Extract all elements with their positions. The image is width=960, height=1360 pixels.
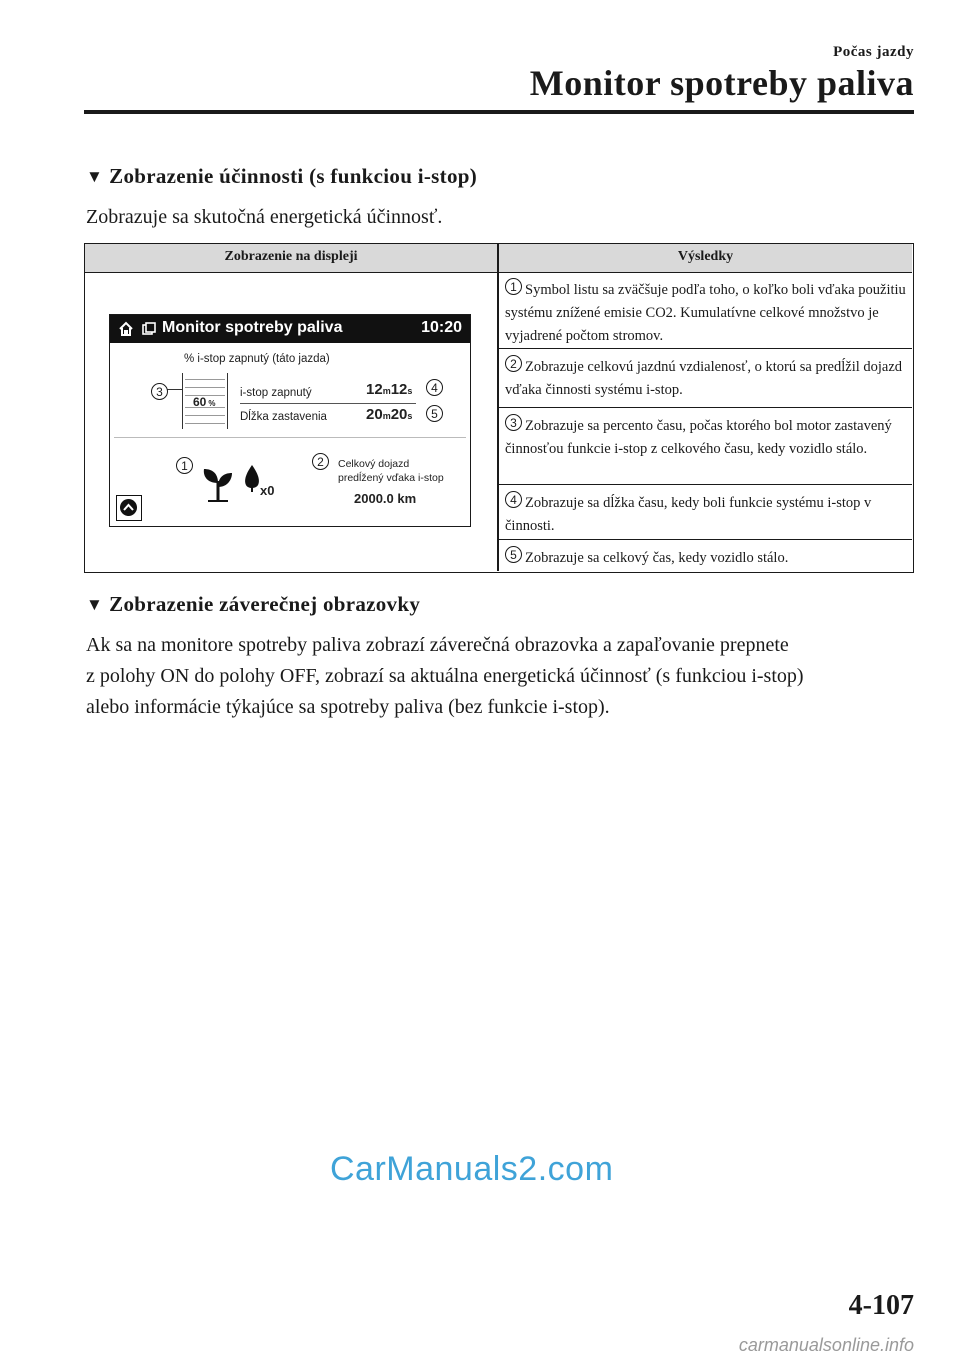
section1-intro: Zobrazuje sa skutočná energetická účinnosť.: [86, 206, 443, 228]
stop-length-label: Dĺžka zastavenia: [240, 411, 327, 423]
section2-line-1: Ak sa na monitore spotreby paliva zobrazí záverečná obrazovka a zapaľovanie prepnete: [86, 634, 789, 656]
table-header: [85, 244, 912, 273]
triangle-bullet-icon: ▼: [86, 167, 104, 186]
istop-percent-gauge: [182, 373, 228, 429]
page-number: 4-107: [848, 1290, 914, 1321]
table-row-4: [499, 485, 912, 539]
istop-on-label: i-stop zapnutý: [240, 387, 312, 399]
screen-clock: 10:20: [421, 319, 462, 336]
header-section-label: Počas jazdy: [833, 44, 914, 60]
callout-number-3: 3: [505, 414, 522, 431]
results-table: [84, 243, 914, 573]
home-icon: [118, 321, 134, 337]
header-divider: [84, 110, 914, 114]
istop-on-value: 12m12s: [366, 381, 413, 398]
distance-label-1: Celkový dojazd: [338, 458, 410, 470]
callout-number-5: 5: [505, 546, 522, 563]
callout-number-2: 2: [505, 355, 522, 372]
row-3-text: Zobrazuje sa percento času, počas ktorého bol motor zastavený činnosťou funkcie i-stop z celkového času, kedy vozidlo stálo.: [505, 418, 892, 457]
section1-heading: [86, 164, 477, 189]
screen-title-bar: [110, 315, 470, 343]
section2-heading-text: Zobrazenie záverečnej obrazovky: [109, 592, 421, 616]
row-separator: [240, 403, 416, 404]
istop-percent-label: % i-stop zapnutý (táto jazda): [184, 353, 330, 365]
callout-number-1: 1: [505, 278, 522, 295]
row-2-text: Zobrazuje celkovú jazdnú vzdialenosť, o ktorú sa predĺžil dojazd vďaka činnosti systému i-stop.: [505, 359, 903, 398]
screen-divider: [114, 437, 466, 438]
table-row-2: [499, 349, 912, 407]
section2-body: [86, 630, 906, 723]
table-row-5: [499, 540, 912, 571]
section2-line-3: alebo informácie týkajúce sa spotreby paliva (bez funkcie i-stop).: [86, 696, 610, 718]
callout-number-4: 4: [505, 491, 522, 508]
row-5-text: Zobrazuje sa celkový čas, kedy vozidlo stálo.: [525, 550, 789, 566]
table-header-display: Zobrazenie na displeji: [224, 249, 358, 264]
leaf-sprout-icon: [200, 463, 236, 503]
stop-length-value: 20m20s: [366, 406, 413, 423]
distance-value: 2000.0 km: [354, 491, 417, 506]
section1-heading-text: Zobrazenie účinnosti (s funkciou i-stop): [109, 164, 478, 188]
callout-3: 3: [151, 383, 168, 400]
row-1-text: Symbol listu sa zväčšuje podľa toho, o koľko boli vďaka použitiu systému znížené emisie CO2. Kumulatívne celkové množstvo je vyjadrené počtom stromov.: [505, 282, 906, 344]
footer-url: carmanualsonline.info: [738, 1335, 914, 1355]
distance-label-2: predĺžený vďaka i-stop: [338, 472, 444, 484]
istop-percent-value: 60 %: [193, 395, 216, 409]
row-4-text: Zobrazuje sa dĺžka času, kedy boli funkcie systému i-stop v činnosti.: [505, 495, 872, 534]
callout-leader-3: [166, 389, 182, 390]
section2-heading: [86, 592, 420, 617]
callout-5: 5: [426, 405, 443, 422]
monitor-icon: [142, 322, 156, 336]
scroll-up-button[interactable]: [116, 495, 142, 521]
chevron-up-icon: [120, 499, 137, 516]
table-row-1: [499, 272, 912, 348]
tree-icon: [242, 463, 262, 493]
triangle-bullet-icon: ▼: [86, 595, 104, 614]
display-illustration: [109, 314, 471, 527]
tree-count: x0: [260, 483, 275, 498]
watermark: CarManuals2.com: [330, 1150, 614, 1188]
callout-4: 4: [426, 379, 443, 396]
page-title: Monitor spotreby paliva: [529, 63, 914, 103]
table-header-results: Výsledky: [677, 249, 734, 264]
section2-line-2: z polohy ON do polohy OFF, zobrazí sa aktuálna energetická účinnosť (s funkciou i-stop): [86, 665, 804, 687]
callout-1: 1: [176, 457, 193, 474]
screen-title: Monitor spotreby paliva: [162, 319, 343, 336]
table-row-3: [499, 408, 912, 484]
callout-2: 2: [312, 453, 329, 470]
